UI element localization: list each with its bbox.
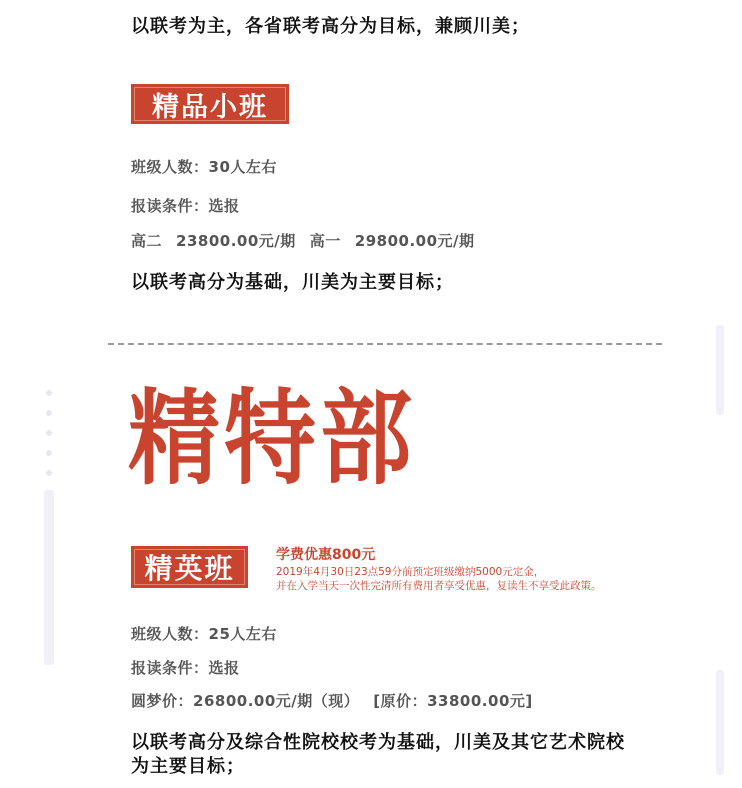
jingpin-class-size (131, 156, 277, 177)
jingying-badge: 精英班 (131, 546, 248, 588)
top-goal-text: 以联考为主，各省联考高分为目标，兼顾川美； (131, 16, 530, 37)
condition-label: 报读条件： (131, 659, 209, 677)
jingpin-price (131, 230, 475, 251)
jingpin-condition (131, 195, 240, 216)
jingte-title: 精特部 (128, 379, 417, 499)
jingying-goal-line-2: 为主要目标； (131, 756, 245, 777)
class-size-value: 25人左右 (208, 625, 277, 643)
price-gao1-label: 高一 (309, 232, 341, 250)
promo-title: 学费优惠800元 (276, 547, 376, 563)
left-decoration-bar (44, 490, 54, 665)
left-decoration-dot (46, 430, 52, 436)
original-price: [原价：33800.00元] (373, 692, 533, 710)
condition-value: 选报 (208, 659, 240, 677)
promo-line-1: 2019年4月30日23点59分前预定班级缴纳5000元定金， (276, 566, 545, 578)
price-value: 26800.00元/期（现） (193, 692, 360, 710)
price-gao1-value: 29800.00元/期 (354, 232, 475, 250)
condition-label: 报读条件： (131, 197, 209, 215)
section-divider (108, 343, 662, 345)
jingpin-goal-text: 以联考高分为基础，川美为主要目标； (131, 272, 454, 293)
price-gao2-label: 高二 (131, 232, 163, 250)
jingpin-badge: 精品小班 (131, 84, 289, 124)
right-decoration-bar (716, 670, 724, 775)
class-size-label: 班级人数： (131, 625, 209, 643)
class-size-value: 30人左右 (208, 158, 277, 176)
promo-line-2: 并在入学当天一次性完清所有费用者享受优惠，复读生不享受此政策。 (276, 580, 602, 592)
price-gao2-value: 23800.00元/期 (176, 232, 296, 250)
left-decoration-dot (46, 410, 52, 416)
left-decoration-dot (46, 390, 52, 396)
class-size-label: 班级人数： (131, 158, 209, 176)
right-decoration-bar (716, 325, 724, 415)
price-label: 圆梦价： (131, 692, 194, 710)
left-decoration-dot (46, 470, 52, 476)
left-decoration-dot (46, 450, 52, 456)
jingying-class-size (131, 623, 277, 644)
jingying-price (131, 690, 533, 711)
condition-value: 选报 (208, 197, 240, 215)
jingying-condition (131, 657, 240, 678)
jingying-goal-line-1: 以联考高分及综合性院校校考为基础，川美及其它艺术院校 (131, 732, 625, 753)
